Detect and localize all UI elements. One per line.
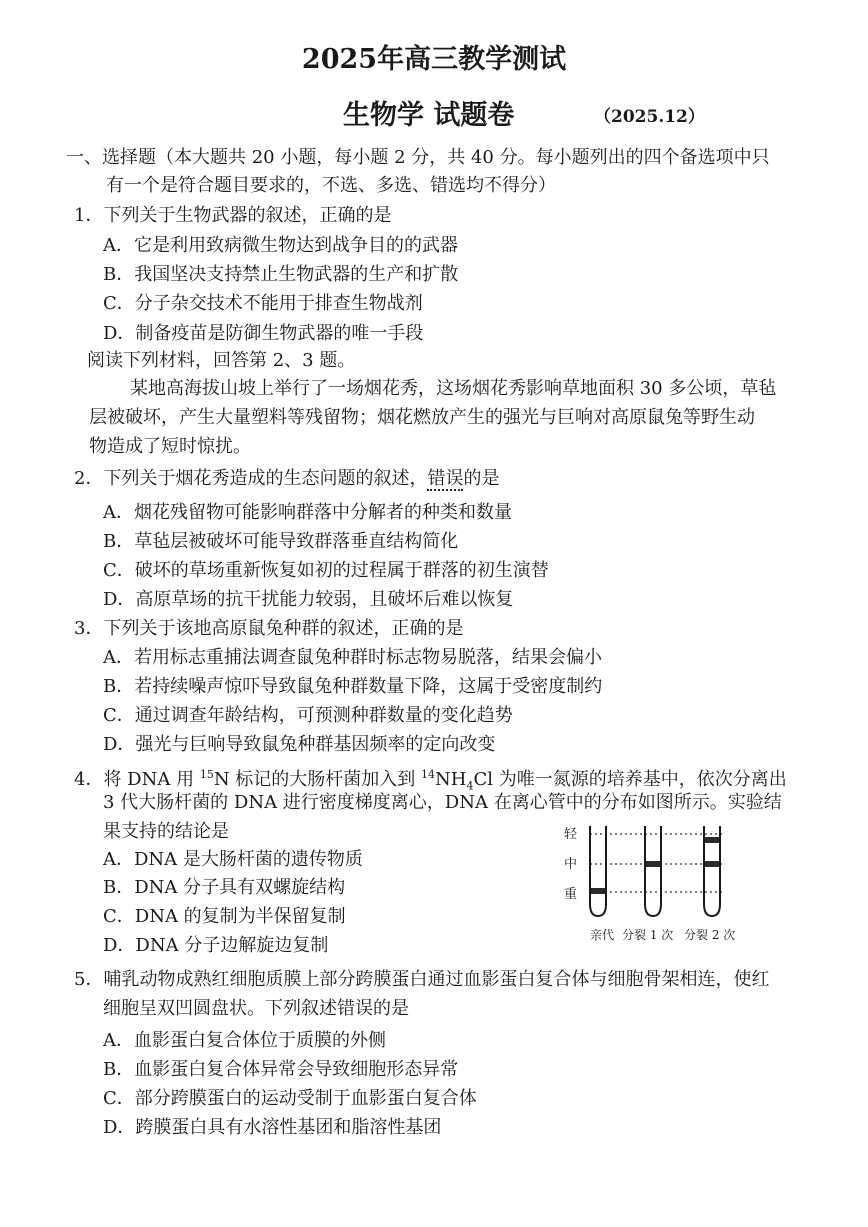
question-3-option-a: A．若用标志重捕法调查鼠兔种群时标志物易脱落，结果会偏小 — [103, 647, 602, 668]
band-gen2-light — [705, 837, 719, 843]
question-2-option-c: C．破坏的草场重新恢复如初的过程属于群落的初生演替 — [103, 560, 549, 581]
question-2-emphasis: 错误 — [427, 468, 464, 489]
question-5-option-d: D．跨膜蛋白具有水溶性基团和脂溶性基团 — [103, 1117, 442, 1138]
band-gen1-mid — [646, 861, 660, 867]
question-1-option-a: A．它是利用致病微生物达到战争目的的武器 — [103, 235, 458, 256]
question-2-option-a: A．烟花残留物可能影响群落中分解者的种类和数量 — [103, 502, 512, 523]
caption-gen-2: 分裂 2 次 — [684, 928, 736, 942]
question-1-stem: 1．下列关于生物武器的叙述，正确的是 — [74, 205, 392, 226]
question-5-line-2: 细胞呈双凹圆盘状。下列叙述错误的是 — [103, 998, 409, 1019]
material-line-3: 物造成了短时惊扰。 — [89, 436, 251, 457]
question-5-option-b: B．血影蛋白复合体异常会导致细胞形态异常 — [103, 1059, 459, 1080]
q4-sub-4: 4 — [466, 779, 474, 793]
section-instructions: 有一个是符合题目要求的，不选、多选、错选均不得分） — [106, 175, 556, 196]
question-3-option-c: C．通过调查年龄结构，可预测种群数量的变化趋势 — [103, 705, 513, 726]
question-4-option-c: C．DNA 的复制为半保留复制 — [103, 906, 346, 927]
band-parent-heavy — [591, 888, 605, 894]
section-heading: 一、选择题（本大题共 20 小题，每小题 2 分，共 40 分。每小题列出的四个备选项中只 — [66, 147, 770, 168]
question-3-option-d: D．强光与巨响导致鼠兔种群基因频率的定向改变 — [103, 734, 496, 755]
exam-subtitle: 生物学 试题卷 — [343, 100, 515, 131]
q4-text-a: 4．将 DNA 用 — [74, 769, 200, 790]
question-2-stem-text: 2．下列关于烟花秀造成的生态问题的叙述， — [74, 468, 428, 489]
label-mid: 中 — [564, 857, 578, 872]
q4-text-c: NH — [435, 769, 467, 790]
q4-text-d: Cl 为唯一氮源的培养基中，依次分离出 — [473, 769, 787, 790]
question-4-option-d: D．DNA 分子边解旋边复制 — [103, 935, 329, 956]
question-1-option-b: B．我国坚决支持禁止生物武器的生产和扩散 — [103, 264, 459, 285]
q4-text-b: N 标记的大肠杆菌加入到 — [213, 769, 422, 790]
label-heavy: 重 — [564, 887, 578, 902]
question-5-option-a: A．血影蛋白复合体位于质膜的外侧 — [103, 1030, 386, 1051]
question-3-option-b: B．若持续噪声惊吓导致鼠兔种群数量下降，这属于受密度制约 — [103, 676, 603, 697]
question-4-line-2: 3 代大肠杆菌的 DNA 进行密度梯度离心，DNA 在离心管中的分布如图所示。实验结 — [103, 792, 782, 813]
question-5-line-1: 5．哺乳动物成熟红细胞质膜上部分跨膜蛋白通过血影蛋白复合体与细胞骨架相连，使红 — [74, 969, 770, 990]
question-4-option-a: A．DNA 是大肠杆菌的遗传物质 — [103, 849, 363, 870]
label-light: 轻 — [564, 827, 578, 842]
question-1-option-c: C．分子杂交技术不能用于排查生物战剂 — [103, 293, 423, 314]
question-5-option-c: C．部分跨膜蛋白的运动受制于血影蛋白复合体 — [103, 1088, 477, 1109]
question-4-option-b: B．DNA 分子具有双螺旋结构 — [103, 877, 346, 898]
material-line-1: 某地高海拔山坡上举行了一场烟花秀，这场烟花秀影响草地面积 30 多公顷，草毡 — [130, 378, 777, 399]
question-2-stem-end: 的是 — [463, 468, 500, 489]
question-2-option-b: B．草毡层被破坏可能导致群落垂直结构简化 — [103, 531, 459, 552]
material-intro: 阅读下列材料，回答第 2、3 题。 — [87, 350, 356, 371]
exam-date: （2025.12） — [594, 107, 705, 127]
q4-sup-15: 15 — [199, 768, 214, 781]
caption-parent: 亲代 — [590, 928, 615, 942]
q4-sup-14: 14 — [421, 768, 436, 781]
band-gen2-mid — [705, 861, 719, 867]
exam-title: 2025年高三教学测试 — [301, 44, 567, 75]
question-2-stem — [74, 468, 499, 490]
question-1-option-d: D．制备疫苗是防御生物武器的唯一手段 — [103, 323, 424, 344]
question-3-stem: 3．下列关于该地高原鼠兔种群的叙述，正确的是 — [74, 618, 464, 639]
question-2-option-d: D．高原草场的抗干扰能力较弱，且破坏后难以恢复 — [103, 589, 514, 610]
caption-gen-1: 分裂 1 次 — [622, 928, 674, 942]
tube-parent — [590, 826, 606, 916]
centrifuge-figure — [556, 824, 756, 948]
tube-gen-1 — [645, 826, 661, 916]
material-line-2: 层被破坏，产生大量塑料等残留物；烟花燃放产生的强光与巨响对高原鼠兔等野生动 — [89, 407, 755, 428]
question-4-line-3: 果支持的结论是 — [103, 821, 229, 842]
